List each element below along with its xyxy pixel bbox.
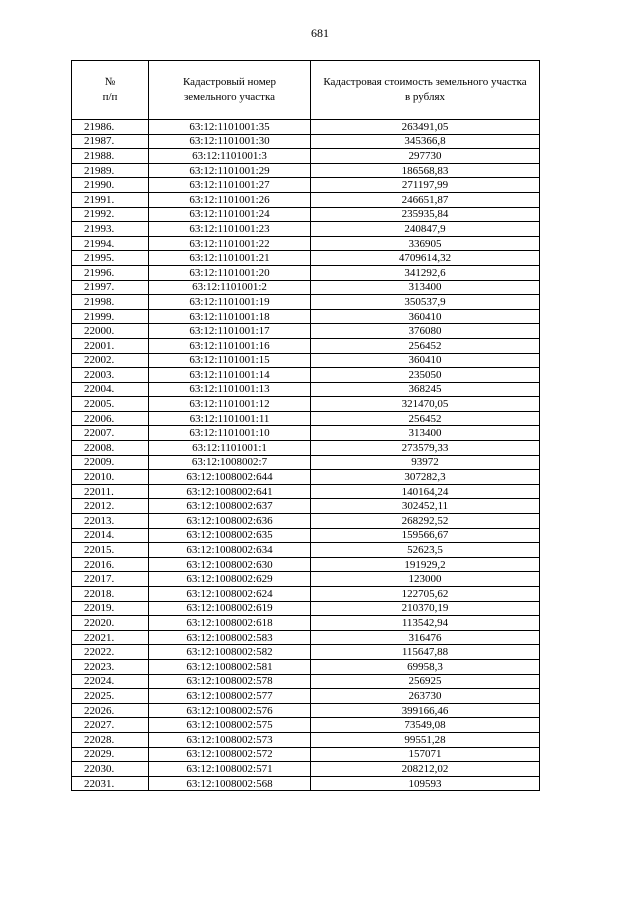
row-number: 22019. — [72, 601, 149, 616]
cadastral-number: 63:12:1008002:578 — [149, 674, 311, 689]
row-number: 21999. — [72, 309, 149, 324]
row-number: 22003. — [72, 368, 149, 383]
cadastral-number: 63:12:1008002:582 — [149, 645, 311, 660]
cadastral-value: 313400 — [311, 426, 540, 441]
table-header-row — [72, 61, 540, 120]
row-number: 22020. — [72, 616, 149, 631]
row-number: 22017. — [72, 572, 149, 587]
table-row — [72, 441, 540, 456]
cadastral-number: 63:12:1101001:2 — [149, 280, 311, 295]
row-number: 22007. — [72, 426, 149, 441]
cadastral-value: 4709614,32 — [311, 251, 540, 266]
cadastral-value: 235050 — [311, 368, 540, 383]
cadastral-number: 63:12:1101001:35 — [149, 120, 311, 135]
cadastral-value: 307282,3 — [311, 470, 540, 485]
table-row — [72, 616, 540, 631]
cadastral-value: 321470,05 — [311, 397, 540, 412]
cadastral-number: 63:12:1008002:637 — [149, 499, 311, 514]
cadastral-value: 341292,6 — [311, 265, 540, 280]
row-number: 21995. — [72, 251, 149, 266]
table-row — [72, 309, 540, 324]
cadastral-value: 336905 — [311, 236, 540, 251]
row-number: 21988. — [72, 149, 149, 164]
cadastral-value: 246651,87 — [311, 192, 540, 207]
table-row — [72, 178, 540, 193]
cadastral-value: 316476 — [311, 630, 540, 645]
table-row — [72, 718, 540, 733]
row-number: 21990. — [72, 178, 149, 193]
table-row — [72, 543, 540, 558]
cadastral-value: 93972 — [311, 455, 540, 470]
cadastral-number: 63:12:1008002:568 — [149, 776, 311, 791]
row-number: 21986. — [72, 120, 149, 135]
row-number: 22004. — [72, 382, 149, 397]
cadastral-value: 350537,9 — [311, 295, 540, 310]
header-cadastral-value: Кадастровая стоимость земельного участка в рублях — [311, 61, 540, 120]
cadastral-number: 63:12:1008002:635 — [149, 528, 311, 543]
row-number: 21994. — [72, 236, 149, 251]
cadastral-number: 63:12:1101001:23 — [149, 222, 311, 237]
table-row — [72, 251, 540, 266]
cadastral-value: 297730 — [311, 149, 540, 164]
row-number: 21991. — [72, 192, 149, 207]
cadastral-value: 69958,3 — [311, 659, 540, 674]
table-row — [72, 353, 540, 368]
cadastral-value: 157071 — [311, 747, 540, 762]
cadastral-value: 345366,8 — [311, 134, 540, 149]
cadastral-value: 99551,28 — [311, 732, 540, 747]
cadastral-number: 63:12:1008002:624 — [149, 587, 311, 602]
cadastral-number: 63:12:1101001:10 — [149, 426, 311, 441]
cadastral-value: 109593 — [311, 776, 540, 791]
table-row — [72, 455, 540, 470]
table-row — [72, 499, 540, 514]
row-number: 22031. — [72, 776, 149, 791]
header-num: № п/п — [72, 61, 149, 120]
cadastral-number: 63:12:1008002:583 — [149, 630, 311, 645]
cadastral-number: 63:12:1101001:20 — [149, 265, 311, 280]
cadastral-value: 115647,88 — [311, 645, 540, 660]
cadastral-value: 268292,52 — [311, 514, 540, 529]
table-row — [72, 280, 540, 295]
cadastral-number: 63:12:1101001:26 — [149, 192, 311, 207]
table-row — [72, 762, 540, 777]
cadastral-number: 63:12:1101001:13 — [149, 382, 311, 397]
row-number: 21989. — [72, 163, 149, 178]
table-row — [72, 528, 540, 543]
cadastral-number: 63:12:1008002:573 — [149, 732, 311, 747]
cadastral-value: 73549,08 — [311, 718, 540, 733]
cadastral-number: 63:12:1008002:618 — [149, 616, 311, 631]
row-number: 22005. — [72, 397, 149, 412]
page-number: 681 — [311, 26, 329, 40]
row-number: 22009. — [72, 455, 149, 470]
table-row — [72, 324, 540, 339]
cadastral-number: 63:12:1101001:19 — [149, 295, 311, 310]
table-row — [72, 645, 540, 660]
cadastral-number: 63:12:1101001:11 — [149, 411, 311, 426]
row-number: 22024. — [72, 674, 149, 689]
cadastral-number: 63:12:1008002:576 — [149, 703, 311, 718]
cadastral-value: 186568,83 — [311, 163, 540, 178]
cadastral-number: 63:12:1101001:29 — [149, 163, 311, 178]
cadastral-value: 140164,24 — [311, 484, 540, 499]
table-row — [72, 222, 540, 237]
cadastral-number: 63:12:1008002:644 — [149, 470, 311, 485]
row-number: 22025. — [72, 689, 149, 704]
row-number: 22030. — [72, 762, 149, 777]
table-row — [72, 338, 540, 353]
table-row — [72, 149, 540, 164]
cadastral-number: 63:12:1008002:577 — [149, 689, 311, 704]
row-number: 22013. — [72, 514, 149, 529]
cadastral-value: 271197,99 — [311, 178, 540, 193]
row-number: 22001. — [72, 338, 149, 353]
row-number: 22014. — [72, 528, 149, 543]
cadastral-number: 63:12:1008002:7 — [149, 455, 311, 470]
cadastral-number: 63:12:1101001:1 — [149, 441, 311, 456]
table-row — [72, 514, 540, 529]
cadastral-value: 256452 — [311, 411, 540, 426]
cadastral-number: 63:12:1101001:12 — [149, 397, 311, 412]
cadastral-number: 63:12:1101001:14 — [149, 368, 311, 383]
row-number: 22010. — [72, 470, 149, 485]
row-number: 22028. — [72, 732, 149, 747]
table-row — [72, 192, 540, 207]
row-number: 22026. — [72, 703, 149, 718]
table-row — [72, 236, 540, 251]
row-number: 22006. — [72, 411, 149, 426]
table-row — [72, 732, 540, 747]
cadastral-value: 191929,2 — [311, 557, 540, 572]
table-row — [72, 426, 540, 441]
cadastral-value: 240847,9 — [311, 222, 540, 237]
row-number: 22022. — [72, 645, 149, 660]
table-row — [72, 674, 540, 689]
row-number: 22012. — [72, 499, 149, 514]
row-number: 22023. — [72, 659, 149, 674]
table-row — [72, 207, 540, 222]
cadastral-number: 63:12:1008002:634 — [149, 543, 311, 558]
row-number: 22018. — [72, 587, 149, 602]
row-number: 21997. — [72, 280, 149, 295]
cadastral-number: 63:12:1101001:16 — [149, 338, 311, 353]
cadastral-value: 313400 — [311, 280, 540, 295]
table-row — [72, 776, 540, 791]
table-row — [72, 572, 540, 587]
cadastral-number: 63:12:1101001:17 — [149, 324, 311, 339]
cadastral-number: 63:12:1101001:22 — [149, 236, 311, 251]
row-number: 22000. — [72, 324, 149, 339]
cadastral-number: 63:12:1008002:641 — [149, 484, 311, 499]
cadastral-number: 63:12:1008002:636 — [149, 514, 311, 529]
cadastral-number: 63:12:1008002:575 — [149, 718, 311, 733]
row-number: 22029. — [72, 747, 149, 762]
cadastral-value: 256452 — [311, 338, 540, 353]
cadastral-value: 210370,19 — [311, 601, 540, 616]
cadastral-number: 63:12:1008002:571 — [149, 762, 311, 777]
cadastral-number: 63:12:1101001:30 — [149, 134, 311, 149]
cadastral-value: 123000 — [311, 572, 540, 587]
cadastral-value: 208212,02 — [311, 762, 540, 777]
table-body — [72, 120, 540, 791]
cadastral-value: 376080 — [311, 324, 540, 339]
cadastral-number: 63:12:1101001:3 — [149, 149, 311, 164]
row-number: 22027. — [72, 718, 149, 733]
table-row — [72, 747, 540, 762]
table-row — [72, 368, 540, 383]
row-number: 21998. — [72, 295, 149, 310]
row-number: 22011. — [72, 484, 149, 499]
header-cadastral-number: Кадастровый номер земельного участка — [149, 61, 311, 120]
row-number: 21992. — [72, 207, 149, 222]
row-number: 21996. — [72, 265, 149, 280]
table-row — [72, 557, 540, 572]
table-row — [72, 134, 540, 149]
cadastral-value: 113542,94 — [311, 616, 540, 631]
cadastral-value: 399166,46 — [311, 703, 540, 718]
cadastral-number: 63:12:1101001:15 — [149, 353, 311, 368]
row-number: 22015. — [72, 543, 149, 558]
table-row — [72, 120, 540, 135]
cadastral-number: 63:12:1008002:619 — [149, 601, 311, 616]
cadastral-number: 63:12:1008002:629 — [149, 572, 311, 587]
table-row — [72, 265, 540, 280]
table-row — [72, 484, 540, 499]
cadastral-number: 63:12:1008002:630 — [149, 557, 311, 572]
cadastral-table — [71, 60, 540, 791]
cadastral-value: 360410 — [311, 309, 540, 324]
table-row — [72, 382, 540, 397]
cadastral-value: 256925 — [311, 674, 540, 689]
table-row — [72, 630, 540, 645]
row-number: 22002. — [72, 353, 149, 368]
cadastral-value: 263730 — [311, 689, 540, 704]
cadastral-number: 63:12:1008002:572 — [149, 747, 311, 762]
cadastral-value: 235935,84 — [311, 207, 540, 222]
table-row — [72, 295, 540, 310]
cadastral-value: 122705,62 — [311, 587, 540, 602]
cadastral-value: 159566,67 — [311, 528, 540, 543]
row-number: 22008. — [72, 441, 149, 456]
table-row — [72, 411, 540, 426]
cadastral-number: 63:12:1008002:581 — [149, 659, 311, 674]
table-row — [72, 659, 540, 674]
row-number: 22016. — [72, 557, 149, 572]
table-row — [72, 703, 540, 718]
cadastral-value: 52623,5 — [311, 543, 540, 558]
row-number: 21987. — [72, 134, 149, 149]
table-row — [72, 689, 540, 704]
table-row — [72, 587, 540, 602]
cadastral-number: 63:12:1101001:21 — [149, 251, 311, 266]
table-row — [72, 163, 540, 178]
cadastral-value: 368245 — [311, 382, 540, 397]
cadastral-value: 302452,11 — [311, 499, 540, 514]
cadastral-value: 263491,05 — [311, 120, 540, 135]
cadastral-number: 63:12:1101001:18 — [149, 309, 311, 324]
table-row — [72, 601, 540, 616]
table-row — [72, 397, 540, 412]
cadastral-value: 360410 — [311, 353, 540, 368]
cadastral-number: 63:12:1101001:24 — [149, 207, 311, 222]
cadastral-number: 63:12:1101001:27 — [149, 178, 311, 193]
cadastral-value: 273579,33 — [311, 441, 540, 456]
row-number: 22021. — [72, 630, 149, 645]
table-row — [72, 470, 540, 485]
row-number: 21993. — [72, 222, 149, 237]
